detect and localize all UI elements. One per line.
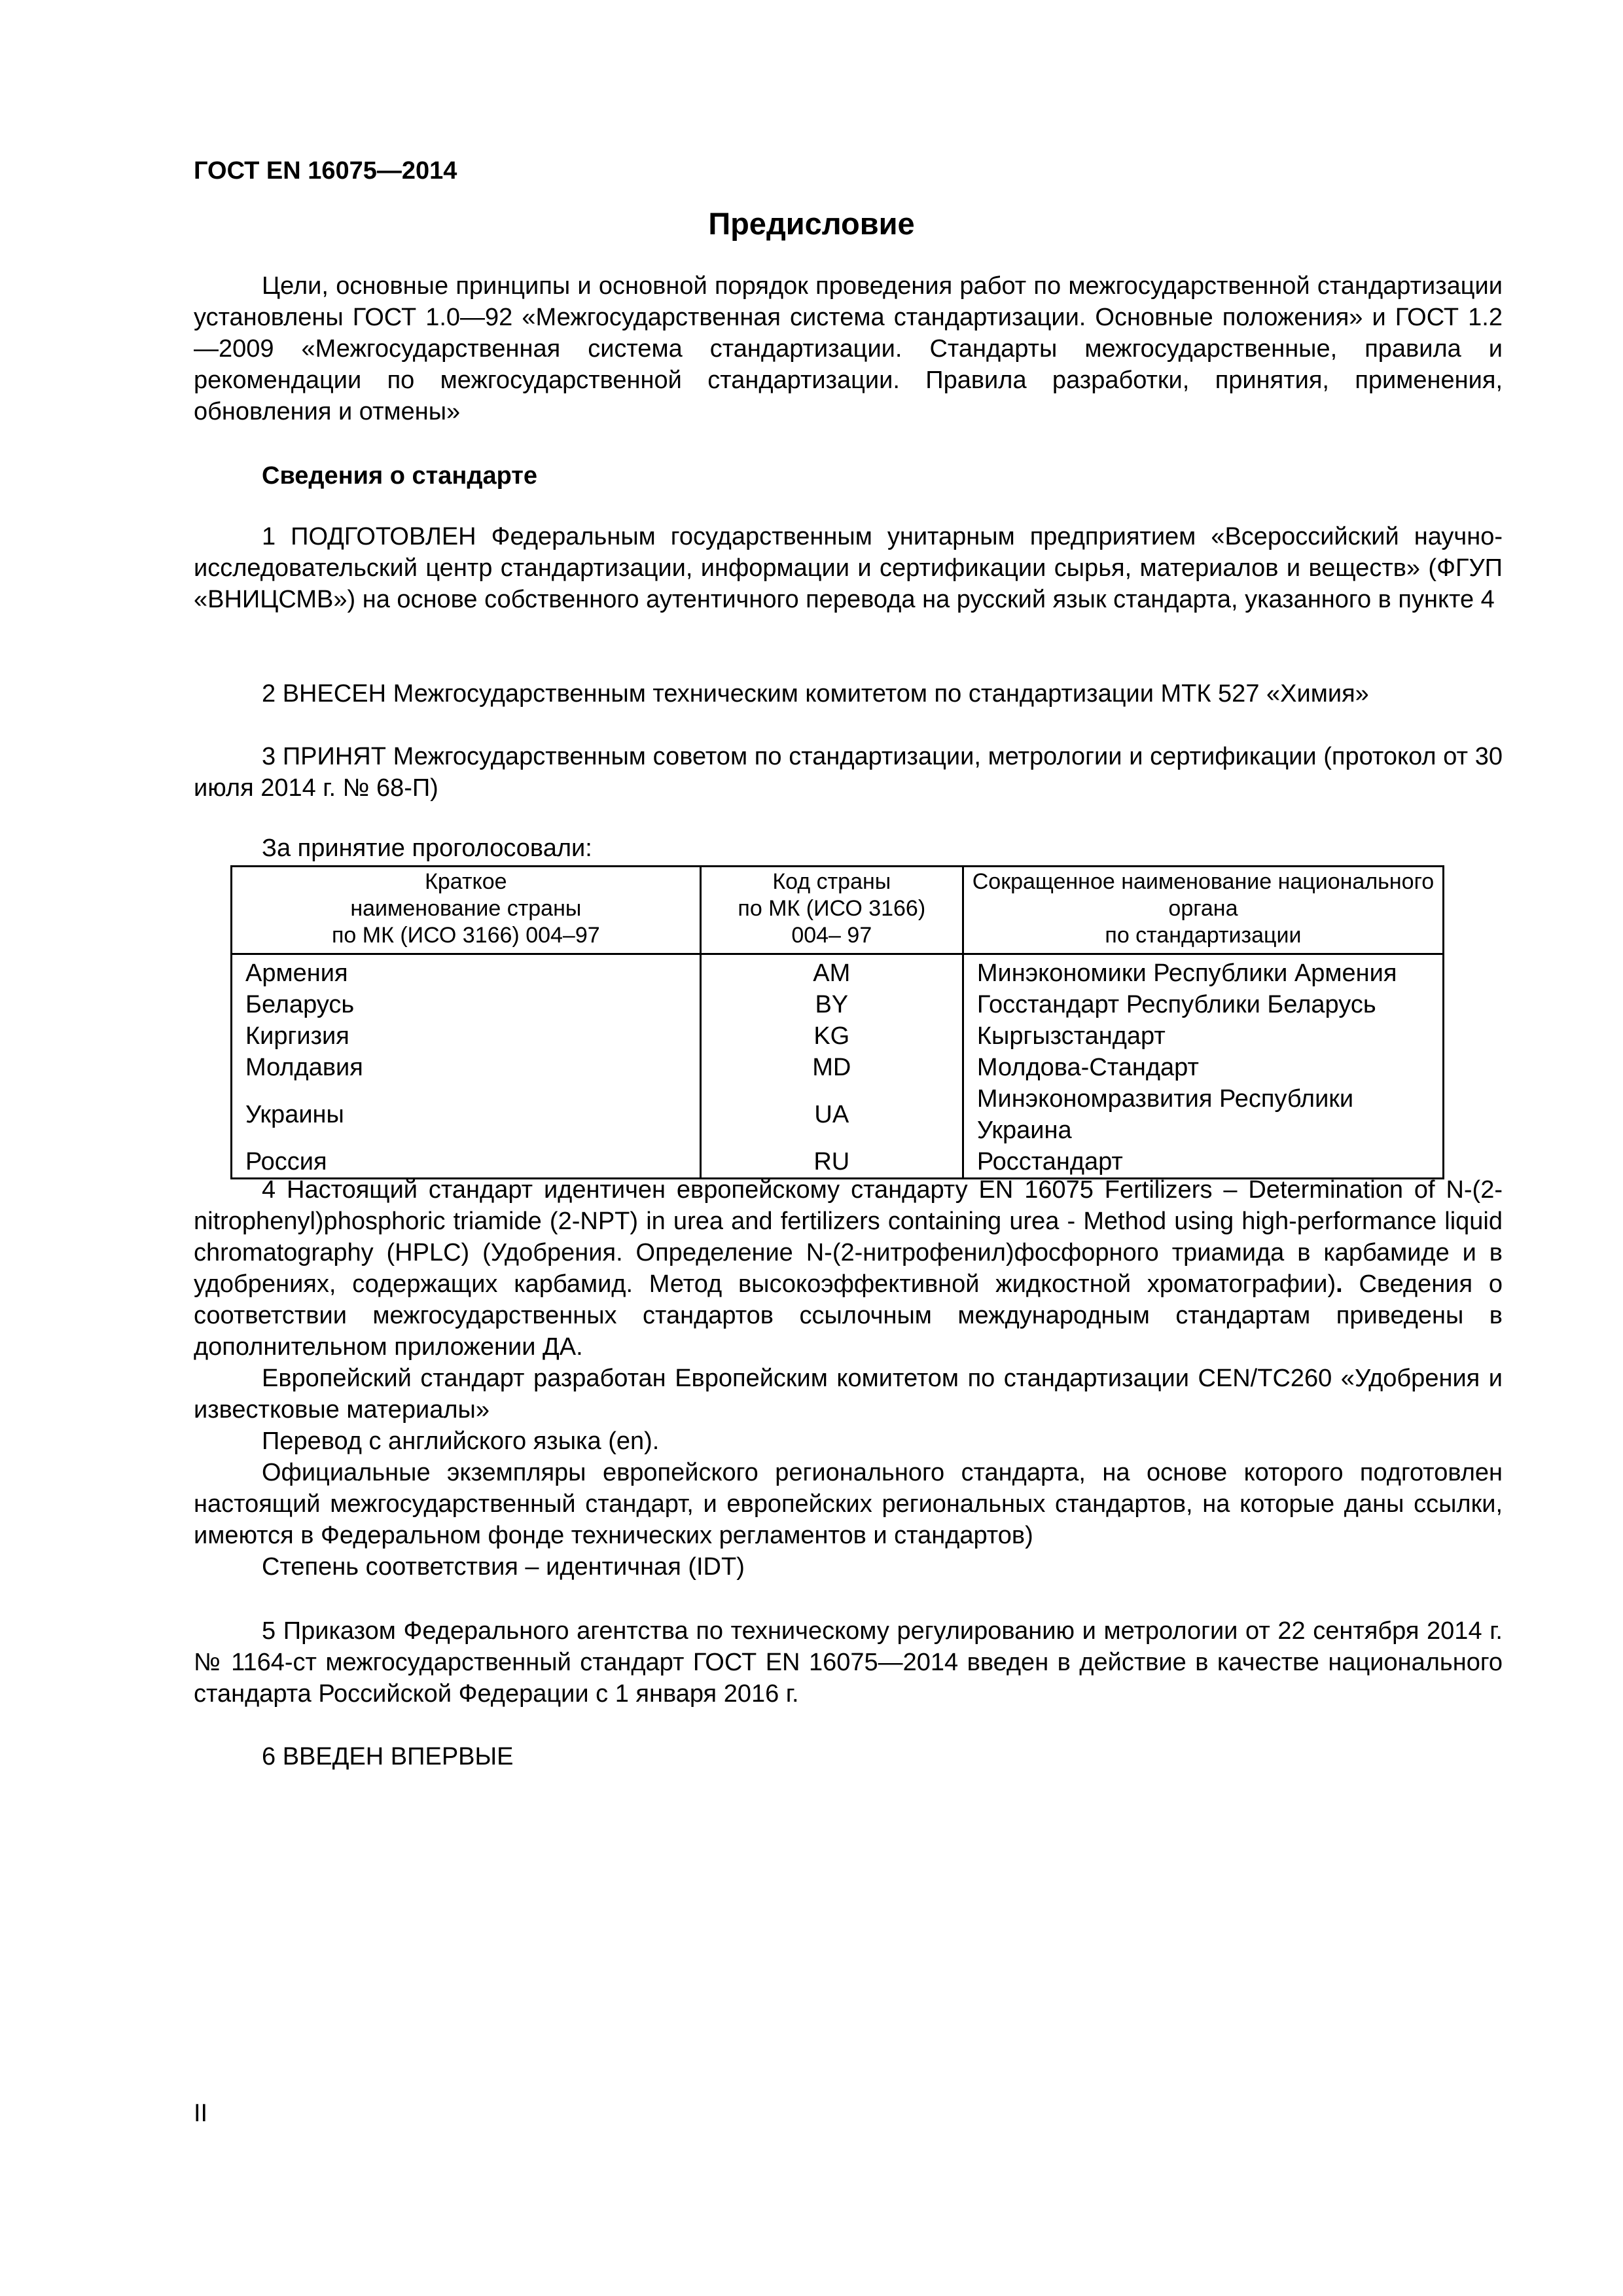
item-4-text: 4 Настоящий стандарт идентичен европейскому стандарту EN 16075 Fertilizers – Determination of N-(2-nitrophenyl)phosphoric triamide (2-NPT) in urea and fertilizers containing urea - Method using high-performance liquid chromatography (HPLC) (Удобрения. Определение N-(2-нитрофенил)фосфорного триамида в карбамиде и в удобрениях, содержащих карбамид. Метод высокоэффективной жидкостной хроматографии) xyxy=(194,1176,1503,1298)
section-subheading: Сведения о стандарте xyxy=(262,462,538,490)
page-title: Предисловие xyxy=(708,206,915,241)
intro-paragraph: Цели, основные принципы и основной порядок проведения работ по межгосударственной стандартизации установлены ГОСТ 1.0—92 «Межгосударственная система стандартизации. Основные положения» и ГОСТ 1.2—2009 «Межгосударственная система стандартизации. Стандарты межгосударственные, правила и рекомендации по межгосударственной стандартизации. Правила разработки, принятия, применения, обновления и отмены» xyxy=(194,272,1503,425)
country-name-cell: Украины xyxy=(232,1083,701,1146)
table-row xyxy=(232,1083,1444,1146)
header-line: органа xyxy=(1168,896,1238,921)
vote-table xyxy=(230,865,1444,1179)
header-line: по стандартизации xyxy=(1105,923,1302,948)
item-4-copies-paragraph: Официальные экземпляры европейского регионального стандарта, на основе которого подготовлен настоящий межгосударственный стандарт, и европейских региональных стандартов, на которые даны ссылки, имеются в Федеральном фонде технических регламентов и стандартов) xyxy=(194,1459,1503,1549)
country-name-cell: Россия xyxy=(232,1146,701,1179)
header-line: 004– 97 xyxy=(791,923,872,948)
table-row xyxy=(232,954,1444,990)
country-name-cell: Молдавия xyxy=(232,1052,701,1083)
item-4-paragraph xyxy=(194,1174,1503,1363)
item-2-paragraph: 2 ВНЕСЕН Межгосударственным техническим комитетом по стандартизации МТК 527 «Химия» xyxy=(262,680,1369,708)
standards-body-cell: Минэкономразвития Республики Украина xyxy=(963,1083,1443,1146)
standards-body-cell: Минэкономики Республики Армения xyxy=(963,954,1443,990)
country-code-cell: UA xyxy=(700,1083,963,1146)
item-2-block xyxy=(194,678,1503,709)
country-name-cell: Армения xyxy=(232,954,701,990)
item-4-block xyxy=(194,1174,1503,1583)
page-number: II xyxy=(194,2100,208,2127)
vote-table-header-row xyxy=(232,867,1444,954)
item-4-conformity-paragraph: Степень соответствия – идентичная (IDT) xyxy=(262,1553,745,1581)
item-5-block xyxy=(194,1615,1503,1710)
country-code-cell: MD xyxy=(700,1052,963,1083)
header-line: Код страны xyxy=(772,869,891,894)
item-3-paragraph: 3 ПРИНЯТ Межгосударственным советом по стандартизации, метрологии и сертификации (протокол от 30 июля 2014 г. № 68-П) xyxy=(194,743,1503,802)
item-1-block xyxy=(194,521,1503,615)
country-name-cell: Киргизия xyxy=(232,1020,701,1052)
standards-body-cell: Росстандарт xyxy=(963,1146,1443,1179)
header-standards-body xyxy=(963,867,1443,954)
header-line: по МК (ИСО 3166) 004–97 xyxy=(332,923,600,948)
country-code-cell: KG xyxy=(700,1020,963,1052)
country-code-cell: AM xyxy=(700,954,963,990)
vote-label: За принятие проголосовали: xyxy=(262,834,592,862)
header-line: Краткое xyxy=(425,869,507,894)
item-6-block xyxy=(194,1741,1503,1772)
country-name-cell: Беларусь xyxy=(232,989,701,1020)
item-6-paragraph: 6 ВВЕДЕН ВПЕРВЫЕ xyxy=(262,1743,514,1770)
item-4-committee-paragraph: Европейский стандарт разработан Европейским комитетом по стандартизации CEN/TC260 «Удобрения и известковые материалы» xyxy=(194,1365,1503,1424)
header-line: по МК (ИСО 3166) xyxy=(738,896,926,921)
item-4-translation-paragraph: Перевод с английского языка (en). xyxy=(262,1427,660,1455)
document-code: ГОСТ EN 16075—2014 xyxy=(194,157,457,185)
item-1-paragraph: 1 ПОДГОТОВЛЕН Федеральным государственным унитарным предприятием «Всероссийский научно-исследовательский центр стандартизации, информации и сертификации сырья, материалов и веществ» (ФГУП «ВНИЦСМВ») на основе собственного аутентичного перевода на русский язык стандарта, указанного в пункте 4 xyxy=(194,523,1503,613)
table-row xyxy=(232,1020,1444,1052)
item-4-bold-period: . xyxy=(1336,1270,1343,1298)
item-4-text-tail: Сведения о соответствии межгосударственных стандартов ссылочным международным стандартам приведены в дополнительном приложении ДА. xyxy=(194,1270,1503,1361)
country-code-cell: RU xyxy=(700,1146,963,1179)
header-country-name xyxy=(232,867,701,954)
item-3-block xyxy=(194,741,1503,804)
header-line: Сокращенное наименование национального xyxy=(972,869,1435,894)
standards-body-cell: Госстандарт Республики Беларусь xyxy=(963,989,1443,1020)
standards-body-cell: Молдова-Стандарт xyxy=(963,1052,1443,1083)
table-row xyxy=(232,989,1444,1020)
standards-body-cell: Кыргызстандарт xyxy=(963,1020,1443,1052)
intro-block xyxy=(194,270,1503,427)
header-line: наименование страны xyxy=(350,896,582,921)
country-code-cell: BY xyxy=(700,989,963,1020)
item-5-paragraph: 5 Приказом Федерального агентства по техническому регулированию и метрологии от 22 сентября 2014 г. № 1164-ст межгосударственный стандарт ГОСТ EN 16075—2014 введен в действие в качестве национального стандарта Российской Федерации с 1 января 2016 г. xyxy=(194,1617,1503,1708)
header-country-code xyxy=(700,867,963,954)
table-row xyxy=(232,1052,1444,1083)
